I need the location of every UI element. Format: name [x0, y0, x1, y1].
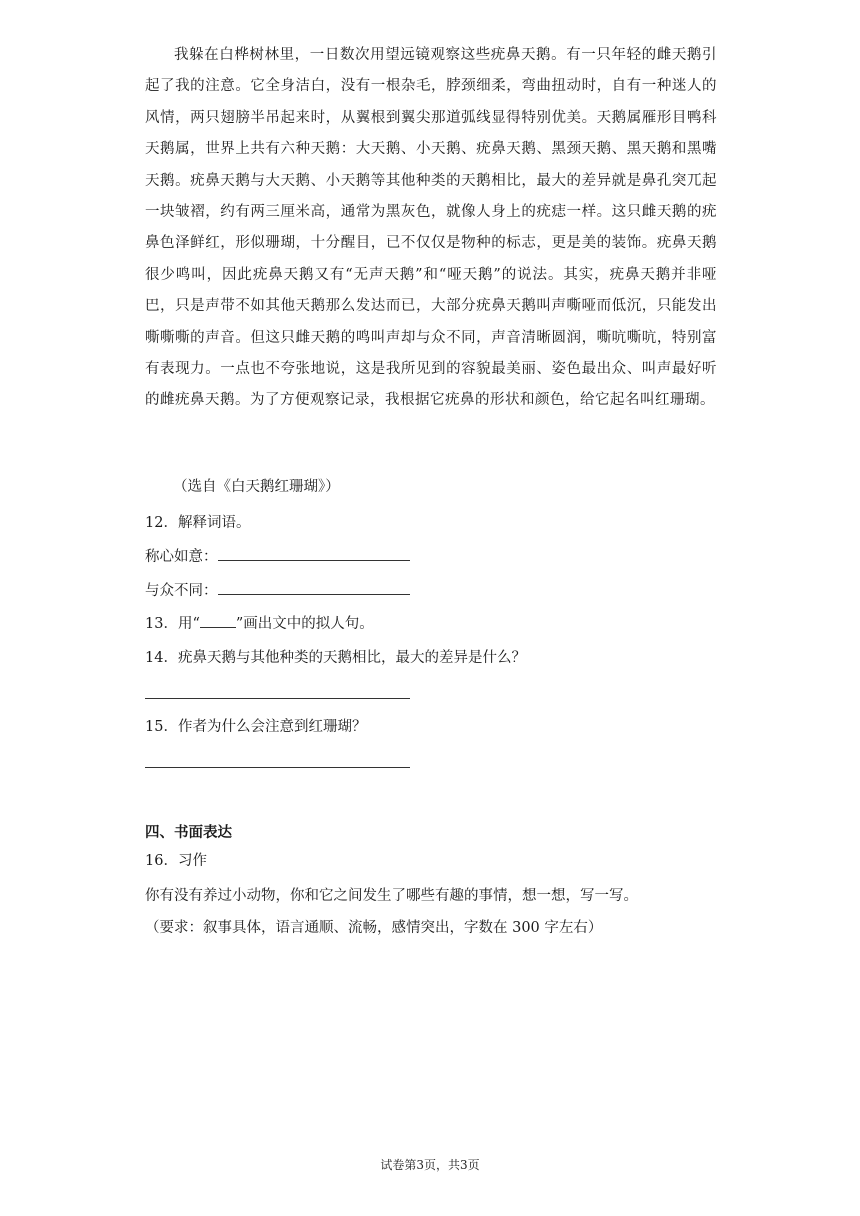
- reading-passage: [145, 40, 717, 417]
- answer-line[interactable]: [145, 698, 410, 699]
- section-title: 四、书面表达: [145, 824, 232, 841]
- term-label: 与众不同：: [145, 583, 218, 599]
- question-13: [145, 613, 374, 635]
- question-12-item-a: [145, 546, 410, 568]
- question-12: 12．解释词语。: [145, 515, 251, 531]
- underline-marker: [200, 613, 236, 628]
- question-13-prefix: 13．用“: [145, 616, 200, 632]
- question-14: 14．疣鼻天鹅与其他种类的天鹅相比，最大的差异是什么？: [145, 650, 526, 666]
- term-label: 称心如意：: [145, 549, 218, 565]
- page-footer: 试卷第3页，共3页: [380, 1158, 480, 1172]
- question-12-item-b: [145, 580, 410, 602]
- answer-blank[interactable]: [218, 546, 410, 561]
- question-16: 16．习作: [145, 853, 207, 869]
- answer-blank[interactable]: [218, 580, 410, 595]
- question-13-suffix: ”画出文中的拟人句。: [235, 616, 374, 632]
- question-15: 15．作者为什么会注意到红珊瑚？: [145, 719, 367, 735]
- writing-requirement: （要求：叙事具体，语言通顺、流畅，感情突出，字数在 300 字左右）: [145, 920, 603, 936]
- passage-text: 我躲在白桦树林里，一日数次用望远镜观察这些疣鼻天鹅。有一只年轻的雌天鹅引起了我的注意。它全身洁白，没有一根杂毛，脖颈细柔，弯曲扭动时，自有一种迷人的风情，两只翅膀半吊起来时，从翼根到翼尖那道弧线显得特别优美。天鹅属雁形目鸭科天鹅属，世界上共有六种天鹅：大天鹅、小天鹅、疣鼻天鹅、黑颈天鹅、黑天鹅和黑嘴天鹅。疣鼻天鹅与大天鹅、小天鹅等其他种类的天鹅相比，最大的差异就是鼻孔突兀起一块皱褶，约有两三厘米高，通常为黑灰色，就像人身上的疣痣一样。这只雌天鹅的疣鼻色泽鲜红，形似珊瑚，十分醒目，已不仅仅是物种的标志，更是美的装饰。疣鼻天鹅很少鸣叫，因此疣鼻天鹅又有“无声天鹅”和“哑天鹅”的说法。其实，疣鼻天鹅并非哑巴，只是声带不如其他天鹅那么发达而已，大部分疣鼻天鹅叫声嘶哑而低沉，只能发出嘶嘶嘶的声音。但这只雌天鹅的鸣叫声却与众不同，声音清晰圆润，嘶吭嘶吭，特别富有表现力。一点也不夸张地说，这是我所见到的容貌最美丽、姿色最出众、叫声最好听的雌疣鼻天鹅。为了方便观察记录，我根据它疣鼻的形状和颜色，给它起名叫红珊瑚。: [145, 47, 717, 409]
- writing-prompt: 你有没有养过小动物，你和它之间发生了哪些有趣的事情，想一想，写一写。: [145, 888, 638, 904]
- answer-line[interactable]: [145, 767, 410, 768]
- passage-source: （选自《白天鹅红珊瑚》）: [173, 479, 340, 495]
